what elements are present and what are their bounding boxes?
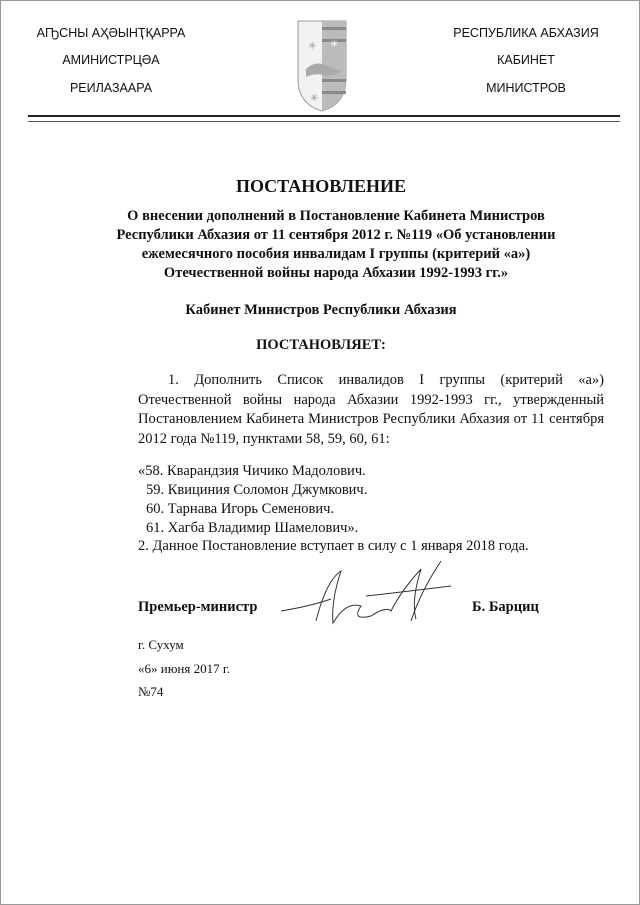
header-left-line-1: АҦСНЫ АҲӘЫНҬҚАРРА	[36, 26, 186, 40]
document-subtitle	[101, 207, 571, 283]
signer-name: Б. Барциц	[472, 599, 539, 615]
header-left-line-2: АМИНИСТРЦӘА	[62, 53, 160, 67]
issuer: Кабинет Министров Республики Абхазия	[185, 302, 457, 318]
subtitle-line: Республики Абхазия от 11 сентября 2012 г. №119 «Об установлении	[116, 227, 556, 243]
header-right-line-3: МИНИСТРОВ	[486, 81, 566, 95]
list-item: 61. Хагба Владимир Шамелович».	[146, 520, 359, 536]
document-title: ПОСТАНОВЛЕНИЕ	[235, 176, 407, 196]
header-right-line-2: КАБИНЕТ	[497, 53, 555, 67]
subtitle-line: ежемесячного пособия инвалидам I группы (критерий «а»)	[141, 246, 531, 262]
header-right-line-1: РЕСПУБЛИКА АБХАЗИЯ	[453, 26, 599, 40]
svg-text:✳: ✳	[330, 39, 339, 50]
coat-of-arms-emblem	[296, 19, 348, 113]
svg-text:✳: ✳	[308, 41, 317, 52]
paragraph-1: 1. Дополнить Список инвалидов I группы (критерий «а») Отечественной войны народа Абхазии 1992-1993 гг., утвержденный Постановлением Кабинета Министров Республики Абхазия от 11 сентября 2012 года №119, пунктами 58, 59, 60, 61:	[138, 372, 604, 447]
footer-city: г. Сухум	[138, 637, 184, 652]
list-item: 59. Квициния Соломон Джумкович.	[146, 482, 368, 498]
paragraph-2: 2. Данное Постановление вступает в силу с 1 января 2018 года.	[138, 538, 529, 554]
resolves-heading: ПОСТАНОВЛЯЕТ:	[256, 337, 386, 353]
footer-number: №74	[138, 684, 164, 699]
svg-text:✳: ✳	[310, 93, 319, 104]
list-item: 60. Тарнава Игорь Семенович.	[146, 501, 335, 517]
header-divider	[28, 115, 620, 122]
list-item: «58. Кварандзия Чичико Мадолович.	[138, 463, 366, 479]
header-left-line-3: РЕИЛАЗААРА	[69, 81, 153, 95]
handwritten-signature	[271, 561, 471, 636]
subtitle-line: О внесении дополнений в Постановление Кабинета Министров	[127, 208, 545, 224]
footer-date: «6» июня 2017 г.	[138, 661, 230, 676]
signer-position: Премьер-министр	[138, 599, 258, 615]
subtitle-line: Отечественной войны народа Абхазии 1992-1993 гг.»	[163, 265, 509, 281]
persons-list	[138, 462, 367, 538]
